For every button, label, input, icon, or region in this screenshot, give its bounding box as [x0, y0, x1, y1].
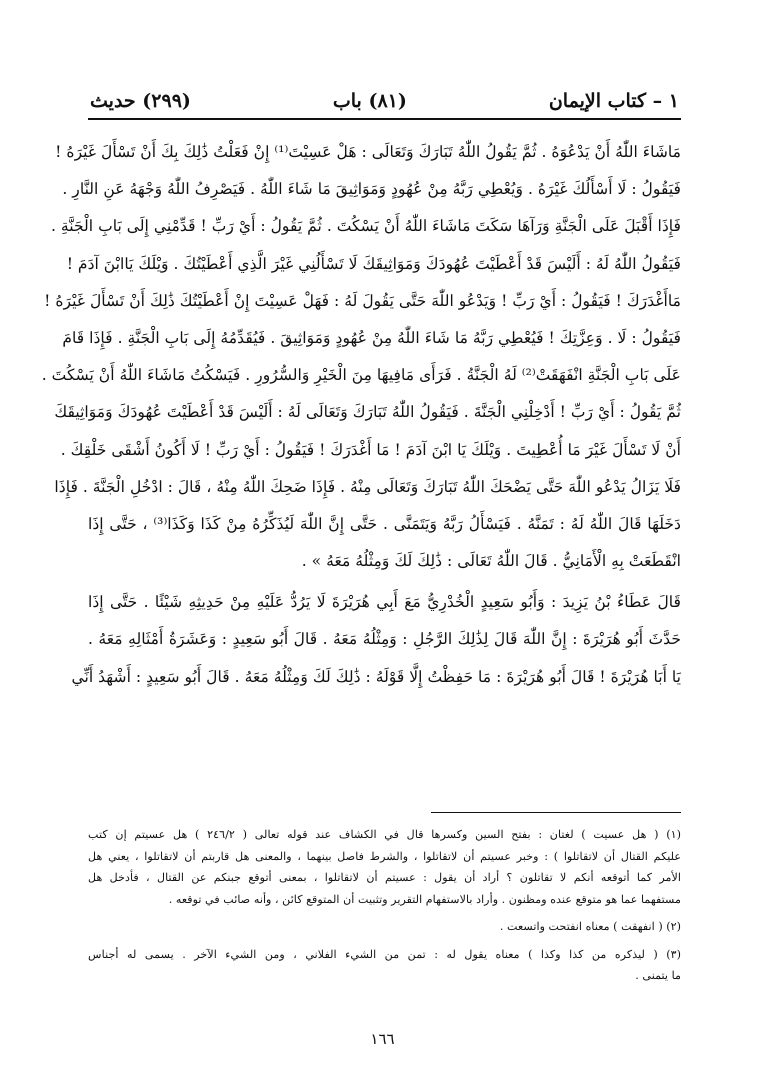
- footnote-2: [88, 916, 681, 938]
- text-line: ثُمَّ يَقُولُ : أَيْ رَبِّ ! أَدْخِلْنِي الْجَنَّةَ . فَيَقُولُ اللّٰهُ تَبَارَكَ وَتَعَالَى لَهُ : أَلَيْسَ قَدْ أَعْطَيْتَ عُهُودَكَ وَمَوَاثِيقَكَ: [54, 403, 681, 422]
- footnote-line: (٢) ( انفهقت ) معناه انفتحت واتسعت .: [499, 920, 681, 933]
- footnote-line: الأمر كما أتوقعه أنكم لا تقاتلون ؟ أراد أن يقول : عسيتم أن لاتقاتلوا ، بمعنى أتوقع جبنكم عن القتال ، فأدخل هل: [88, 871, 681, 884]
- text-line: فَيَقُولُ : لَا . وَعِزَّتِكَ ! فَيُعْطِي رَبَّهُ مَا شَاءَ اللّٰهُ مِنْ عُهُودٍ وَمَوَاثِيقَ . فَيُقَدِّمُهُ إِلَى بَابِ الْجَنَّةِ . فَإِذَا قَامَ: [62, 328, 681, 347]
- text-line: مَاشَاءَ اللّٰهُ أَنْ يَدْعُوَهُ . ثُمَّ يَقُولُ اللّٰهُ تَبَارَكَ وَتَعَالَى : هَلْ عَسِيْتَ⁽¹⁾ إِنْ فَعَلْتُ ذَٰلِكَ بِكَ أَنْ تَسْأَلَ غَيْرَهُ !: [55, 143, 681, 161]
- book-title: ١ – كتاب الإيمان: [548, 90, 679, 112]
- text-line: فَلَا يَزَالُ يَدْعُو اللّٰهَ حَتَّى يَضْحَكَ اللّٰهُ تَبَارَكَ وَتَعَالَى مِنْهُ . فَإِذَا ضَحِكَ اللّٰهُ مِنْهُ ، قَالَ : ادْخُلِ الْجَنَّةَ . فَإِذَا: [54, 477, 681, 496]
- narration-line: يَا أَبَا هُرَيْرَةَ ! قَالَ أَبُو هُرَيْرَةَ : مَا حَفِظْتُ إِلَّا قَوْلَهُ : ذَٰلِكَ لَكَ وَمِثْلُهُ مَعَهُ . قَالَ أَبُو سَعِيدٍ : أَشْهَدُ أَنِّي: [71, 667, 681, 686]
- footnote-line: مستفهما عما هو متوقع عنده ومظنون . وأراد بالاستفهام التقرير وتثبيت أن المتوقع كائن ، وأنه صائب في توقعه .: [168, 892, 681, 906]
- page-number: ١٦٦: [370, 1030, 395, 1048]
- text-line: مَاأَغْدَرَكَ ! فَيَقُولُ : أَيْ رَبِّ ! وَيَدْعُو اللّٰهَ حَتَّى يَقُولَ لَهُ : فَهَلْ عَسِيْتَ إِنْ أَعْطَيْتُكَ ذَٰلِكَ أَنْ تَسْأَلَ غَيْرَهُ !: [44, 291, 681, 310]
- hadith-number: (٢٩٩) حديث: [90, 90, 191, 112]
- text-line: أَنْ لَا تَسْأَلَ غَيْرَ مَا أُعْطِيتَ . وَيْلَكَ يَا ابْنَ آدَمَ ! مَا أَغْدَرَكَ ! فَيَقُولُ : أَيْ رَبِّ ! لَا أَكُونُ أَشْقَى خَلْقِكَ .: [60, 440, 681, 459]
- text-line: فَيَقُولُ اللّٰهُ لَهُ : أَلَيْسَ قَدْ أَعْطَيْتَ عُهُودَكَ وَمَوَاثِيقَكَ لَا تَسْأَلُنِي غَيْرَ الَّذِي أَعْطَيْتُكَ . وَيْلَكَ يَاابْنَ آدَمَ !: [66, 254, 681, 273]
- chapter-label: (٨١) باب: [332, 90, 407, 112]
- running-header: [90, 86, 679, 116]
- footnote-line: (١) ( هل عسيت ) لغتان : بفتح السين وكسرها قال في الكشاف عند قوله تعالى ( ٢٤٦/٢ ) هل عسيتم إن كتب: [88, 828, 681, 841]
- narration-line: حَدَّثَ أَبُو هُرَيْرَةَ : إِنَّ اللّٰهَ قَالَ لِذَٰلِكَ الرَّجُلِ : وَمِثْلُهُ مَعَهُ . قَالَ أَبُو سَعِيدٍ : وَعَشَرَةُ أَمْثَالِهِ مَعَهُ .: [88, 630, 681, 649]
- narration-line: قَالَ عَطَاءُ بْنُ يَزِيدَ : وَأَبُو سَعِيدٍ الْخُدْرِيُّ مَعَ أَبِي هُرَيْرَةَ لَا يَرُدُّ عَلَيْهِ مِنْ حَدِيثِهِ شَيْئًا . حَتَّى إِذَا: [88, 593, 681, 612]
- header-rule: [88, 118, 681, 120]
- footnote-line: عليكم القتال أن لاتقاتلوا ) : وخبر عسيتم أن لاتقاتلوا ، والشرط فاصل بينهما ، والمعنى هل قاربتم أن لاتقاتلوا ، يعني هل: [88, 849, 681, 863]
- footnote-rule: [431, 812, 681, 813]
- footnote-1: [88, 824, 681, 910]
- text-line: انْقَطَعَتْ بِهِ الْأَمَانِيُّ . قَالَ اللّٰهُ تَعَالَى : ذَٰلِكَ لَكَ وَمِثْلُهُ مَعَهُ » .: [301, 552, 681, 571]
- hadith-text: [41, 134, 681, 696]
- text-line: فَإِذَا أَقْبَلَ عَلَى الْجَنَّةِ وَرَآهَا سَكَتَ مَاشَاءَ اللّٰهُ أَنْ يَسْكُتَ . ثُمَّ يَقُولُ : أَيْ رَبِّ ! قَدِّمْنِي إِلَى بَابِ الْجَنَّةِ .: [50, 217, 681, 236]
- text-line: عَلَى بَابِ الْجَنَّةِ انْفَهَقَتْ⁽²⁾ لَهُ الْجَنَّةُ . فَرَأَى مَافِيهَا مِنَ الْخَيْرِ وَالسُّرُورِ . فَيَسْكُتُ مَاشَاءَ اللّٰهُ أَنْ يَسْكُتَ .: [41, 366, 681, 385]
- footnotes: [88, 824, 681, 987]
- footnote-line: ما يتمنى .: [635, 969, 681, 982]
- text-line: دَخَلَهَا قَالَ اللّٰهُ لَهُ : تَمَنَّهُ . فَيَسْأَلُ رَبَّهُ وَيَتَمَنَّى . حَتَّى إِنَّ اللّٰهَ لَيُذَكِّرُهُ مِنْ كَذَا وَكَذَا⁽³⁾ ، حَتَّى إِذَا: [88, 514, 681, 533]
- text-line: فَيَقُولُ : لَا أَسْأَلُكَ غَيْرَهُ . وَيُعْطِي رَبَّهُ مِنْ عُهُودٍ وَمَوَاثِيقَ مَا شَاءَ اللّٰهُ . فَيَصْرِفُ اللّٰهُ وَجْهَهُ عَنِ النَّارِ .: [62, 180, 681, 199]
- footnote-line: (٣) ( ليذكره من كذا وكذا ) معناه يقول له : تمن من الشيء الفلاني ، ومن الشيء الآخر . يسمى له أجناس: [88, 947, 681, 961]
- footnote-3: [88, 944, 681, 987]
